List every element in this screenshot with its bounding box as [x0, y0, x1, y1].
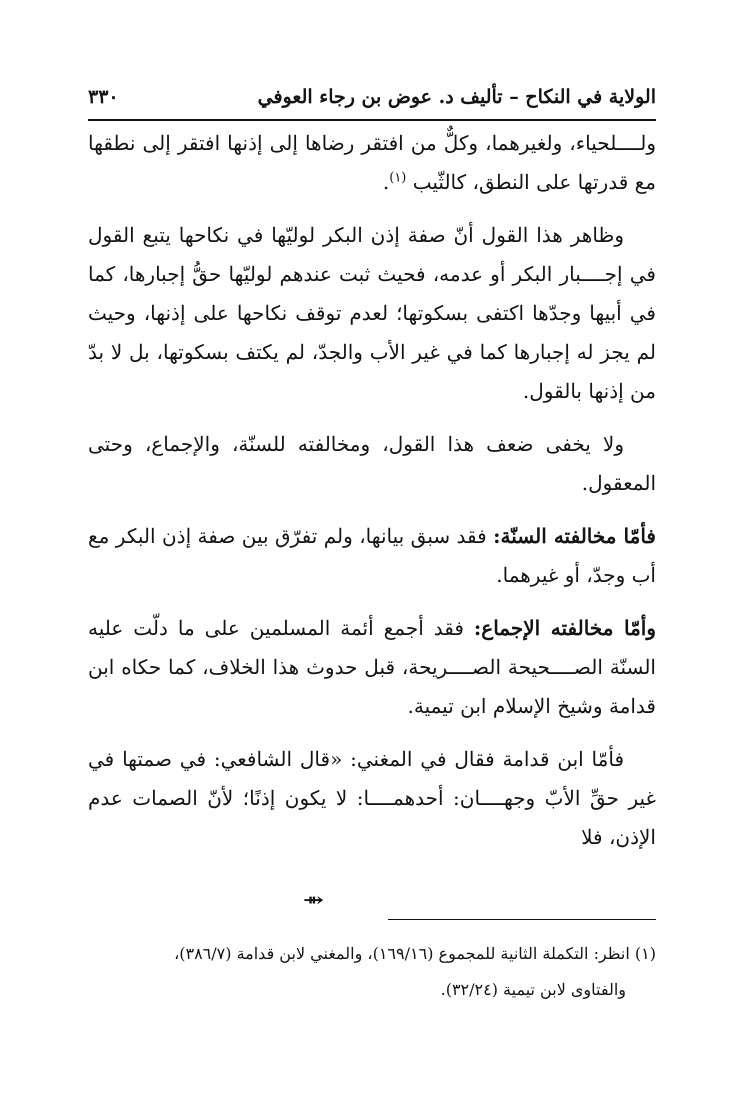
- paragraph-4-lead: فأمّا مخالفته السنّة:: [493, 524, 656, 548]
- paragraph-5-text: فقد أجمع أئمة المسلمين على ما دلّت عليه السنّة الصــــحيحة الصــــريحة، قبل حدوث هذا الخلاف، كما حكاه ابن قدامة وشيخ الإسلام ابن تيمية.: [88, 616, 656, 718]
- body-text: [88, 124, 656, 871]
- paragraph-1-text: ولــــلحياء، ولغيرهما، وكلٌّ من افتقر رضاها إلى إذنها افتقر إلى نطقها مع قدرتها على النطق، كالثّيب: [88, 131, 656, 194]
- header-title: الولاية في النكاح – تأليف د. عوض بن رجاء العوفي: [257, 86, 656, 108]
- paragraph-2: [88, 216, 656, 411]
- paragraph-3-text: ولا يخفى ضعف هذا القول، ومخالفته للسنّة، والإجماع، وحتى المعقول.: [88, 432, 656, 495]
- paragraph-1-tail: .: [382, 170, 390, 194]
- page-number: ٣٣٠: [88, 86, 119, 108]
- paragraph-3: [88, 425, 656, 503]
- footnote-ref-1: (١): [389, 170, 407, 186]
- header-rule: [88, 119, 656, 121]
- running-header: [88, 82, 656, 118]
- footnotes: [88, 936, 656, 1008]
- paragraph-4: [88, 517, 656, 595]
- separator-arrow-icon: ⇻: [302, 890, 325, 911]
- paragraph-1: [88, 124, 656, 202]
- footnote-1-line-2: والفتاوى لابن تيمية (٣٢/٢٤).: [440, 980, 626, 999]
- footnote-1-line-1: (١) انظر: التكملة الثانية للمجموع (١٦٩/١٦)، والمغني لابن قدامة (٣٨٦/٧)،: [174, 944, 656, 963]
- paragraph-4-text: فقد سبق بيانها، ولم تفرّق بين صفة إذن البكر مع أب وجدّ، أو غيرهما.: [88, 524, 656, 587]
- paragraph-6-text: فأمّا ابن قدامة فقال في المغني: «قال الشافعي: في صمتها في غير حقِّ الأبّ وجهــــان: أحدهمــــا: لا يكون إذنًا؛ لأنّ الصمات عدم الإذن، فلا: [88, 747, 656, 849]
- paragraph-5-lead: وأمّا مخالفته الإجماع:: [473, 616, 657, 640]
- paragraph-5: [88, 609, 656, 726]
- paragraph-6: [88, 740, 656, 857]
- footnote-rule: [388, 919, 656, 920]
- paragraph-2-text: وظاهر هذا القول أنّ صفة إذن البكر لوليّها في نكاحها يتبع القول في إجــــبار البكر أو عدمه، فحيث ثبت عندهم لوليّها حقُّ إجبارها، كما في أبيها وجدّها اكتفى بسكوتها؛ لعدم توقف نكاحها على إذنها، وحيث لم يجز له إجبارها كما في غير الأب والجدّ، لم يكتف بسكوتها، بل لا بدّ من إذنها بالقول.: [88, 223, 656, 403]
